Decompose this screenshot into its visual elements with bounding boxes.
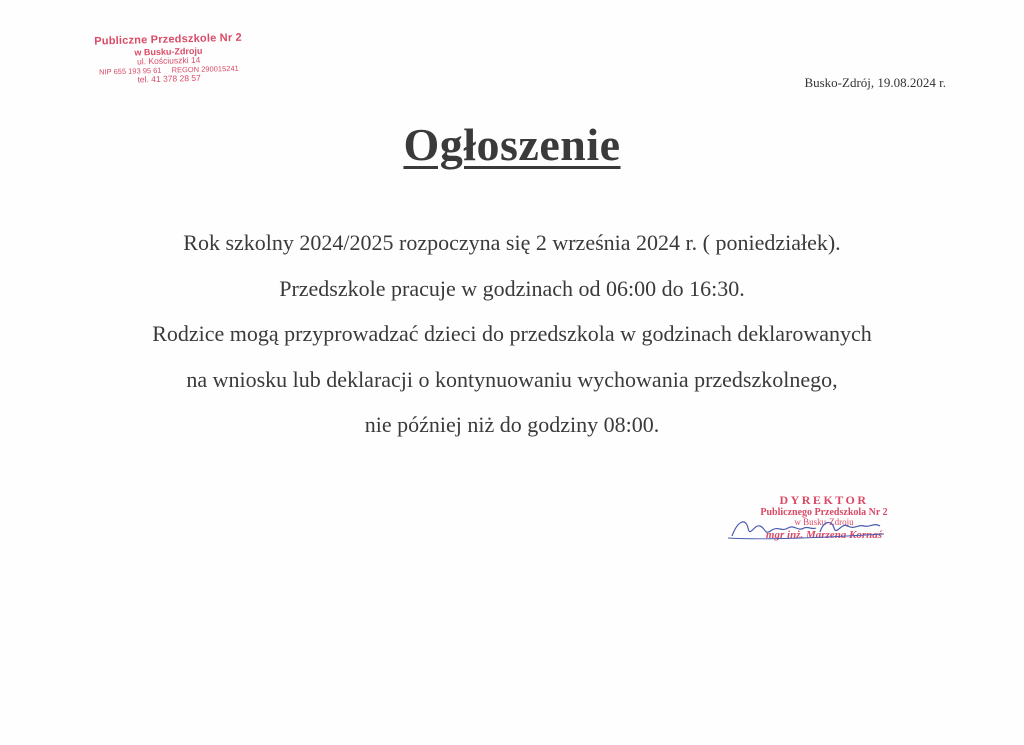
body-line: na wniosku lub deklaracji o kontynuowaniu wychowania przedszkolnego, (186, 366, 838, 392)
stamp-nip: NIP 655 193 95 61 (98, 65, 162, 77)
director-signature-stamp (724, 494, 924, 541)
stamp-city: w Busku-Zdroju (134, 45, 203, 58)
signature-title: DYREKTOR (779, 493, 869, 507)
school-stamp (78, 31, 259, 87)
place-date: Busko-Zdrój, 19.08.2024 r. (804, 75, 946, 90)
stamp-school-name: Publiczne Przedszkole Nr 2 (94, 31, 243, 48)
signature-person: mgr inż. Marzena Kornaś (765, 529, 883, 542)
handwritten-signature-icon (724, 514, 924, 544)
signature-school: Publicznego Przedszkola Nr 2 (760, 507, 888, 519)
stamp-regon: REGON 290015241 (171, 63, 239, 75)
body-line: nie później niż do godziny 08:00. (364, 412, 660, 437)
title-text: Ogłoszenie (403, 119, 621, 170)
stamp-street: ul. Kościuszki 14 (136, 54, 201, 67)
body-line: Przedszkole pracuje w godzinach od 06:00 do 16:30. (279, 275, 745, 301)
body-line: Rodzice mogą przyprowadzać dzieci do przedszkola w godzinach deklarowanych (152, 321, 872, 346)
announcement-body (60, 220, 964, 448)
stamp-phone: tel. 41 378 28 57 (137, 73, 201, 85)
signature-city: w Busku-Zdroju (794, 517, 854, 528)
body-line: Rok szkolny 2024/2025 rozpoczyna się 2 września 2024 r. ( poniedziałek). (183, 230, 841, 255)
document-title (0, 118, 1024, 171)
